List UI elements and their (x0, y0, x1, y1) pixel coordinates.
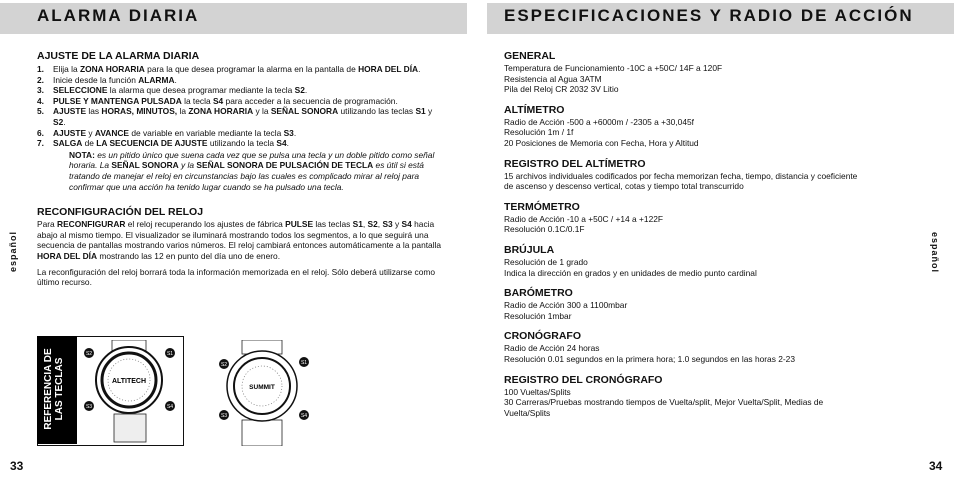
reset-text-segment: el reloj recuperando los ajustes de fábrica (125, 219, 286, 230)
reset-text-segment: y (392, 219, 402, 230)
alarm-note-segment: y la (178, 160, 197, 171)
alarm-step-text-segment: . (418, 64, 421, 74)
alarm-step-text-segment: para acceder a la secuencia de programación. (223, 95, 398, 106)
page-title-left: ALARMA DIARIA (37, 6, 200, 25)
page-number-left: 33 (10, 459, 24, 473)
spec-line: Indica la dirección en grados y en unidades de medio punto cardinal (504, 267, 757, 278)
alarm-step (37, 96, 445, 107)
alarm-step-text-segment: para la que desea programar la alarma en la pantalla de (144, 64, 359, 74)
reset-text-segment: S4 (401, 219, 412, 230)
left-column (37, 50, 445, 288)
alarm-step-text-segment: de (82, 138, 97, 149)
alarm-step-text-segment: AJUSTE (53, 106, 87, 117)
alarm-step-text-segment: AJUSTE (53, 127, 87, 138)
spec-line: Resistencia al Agua 3ATM (504, 73, 602, 84)
reset-text-segment: mostrando las 12 en punto del día uno de enero. (97, 250, 281, 261)
reset-text-segment: las teclas (313, 219, 353, 230)
alarm-step-text-segment: la alarma que desea programar mediante la tecla (107, 85, 295, 96)
watch2-key-s2 (219, 359, 229, 369)
alarm-step (37, 138, 445, 149)
svg-text:S3: S3 (220, 413, 228, 419)
alarm-step (37, 106, 445, 127)
alarm-step-text-segment: S3 (283, 127, 294, 138)
alarm-step-number: 3. (37, 85, 44, 96)
alarm-step-text-segment: utilizando las teclas (338, 106, 416, 117)
alarm-step-text-segment: de variable en variable mediante la tecla (129, 127, 284, 138)
alarm-note-segment: es útil si está tratando de manejar el reloj en circunstancias bajo las cuales es complicado mirar al reloj para confirmar que una acción ha tenido lugar cuando se ha pulsado una tecla. (69, 160, 424, 192)
svg-text:S1: S1 (300, 360, 308, 366)
key-reference-label: REFERENCIA DE LAS TECLAS (43, 348, 65, 430)
spec-line: 20 Posiciones de Memoria con Fecha, Hora y Altitud (504, 137, 699, 148)
watch2-key-s3 (219, 410, 229, 420)
alarm-step-text-segment: . (286, 138, 289, 149)
alarm-step-text-segment: S2 (294, 85, 305, 96)
svg-text:S2: S2 (85, 351, 93, 357)
alarm-step-text-segment: SALGA (53, 138, 83, 149)
page-number-right: 34 (929, 459, 943, 473)
side-label-right: español (930, 232, 940, 274)
spec-line: 15 archivos individuales codificados por fecha memorizan fecha, tiempo, distancia y coeficiente de ascenso y descenso vertical, cotas y tiempo total transcurrido (504, 170, 858, 192)
alarm-step-number: 4. (37, 95, 44, 106)
reset-text-segment: S2 (367, 219, 378, 230)
spec-heading: TERMÓMETRO (504, 200, 580, 213)
alarm-step (37, 128, 445, 139)
alarm-step-text-segment: y (425, 106, 433, 117)
spec-heading: BRÚJULA (504, 243, 555, 256)
summit-watch-illustration (214, 340, 314, 446)
spec-line: Radio de Acción -10 a +50C / +14 a +122F (504, 213, 664, 224)
spec-heading: REGISTRO DEL ALTÍMETRO (504, 157, 646, 170)
spec-heading: ALTÍMETRO (504, 103, 565, 116)
alarm-step-text-segment: . (293, 127, 297, 138)
alarm-note-segment: NOTA: (69, 149, 95, 160)
alarm-step-text-segment: ZONA HORARIA (188, 106, 254, 117)
watch1-brand: ALTITECH (111, 378, 147, 385)
alarm-step-text-segment: . (174, 74, 177, 85)
spec-line: Resolución 1mbar (504, 310, 572, 321)
spec-line: Temperatura de Funcionamiento -10C a +50C/ 14F a 120F (504, 63, 723, 73)
watch2-key-s1 (299, 357, 309, 367)
alarm-step (37, 85, 445, 96)
watch1-key-s1 (165, 348, 175, 358)
reset-text-segment: RECONFIGURAR (57, 219, 126, 230)
reset-heading: RECONFIGURACIÓN DEL RELOJ (37, 206, 204, 219)
spec-heading: GENERAL (504, 50, 556, 62)
watch2-key-s4 (299, 410, 309, 420)
reset-text-segment: , (377, 219, 383, 230)
watch1-key-s2 (84, 348, 94, 358)
alarm-step-text-segment: la (177, 106, 189, 117)
svg-text:S2: S2 (220, 362, 228, 368)
alarm-step-text-segment: ALARMA (138, 74, 175, 85)
altitech-watch-illustration (78, 340, 182, 443)
side-label-left: español (8, 230, 18, 272)
alarm-step-text-segment: . (63, 116, 66, 127)
alarm-step-text-segment: S1 (415, 106, 426, 117)
spec-line: 30 Carreras/Pruebas mostrando tiempos de Vuelta/split, Mejor Vuelta/Split, Medias de Vuelta/Splits (504, 397, 824, 418)
reset-text-segment: S3 (382, 219, 393, 230)
spec-line: Pila del Reloj CR 2032 3V Litio (504, 84, 619, 95)
alarm-step-number: 1. (37, 64, 44, 74)
spec-line: Radio de Acción 300 a 1100mbar (504, 300, 628, 311)
watch2-brand: SUMMIT (249, 384, 275, 391)
alarm-step-text-segment: SEÑAL SONORA (270, 106, 339, 117)
alarm-heading: AJUSTE DE LA ALARMA DIARIA (37, 50, 200, 62)
reset-paragraph-1 (37, 219, 445, 261)
alarm-step-number: 2. (37, 74, 44, 85)
alarm-step-text-segment: SELECCIONE (53, 85, 108, 96)
alarm-step-text-segment: y (86, 127, 95, 138)
alarm-step-text-segment: ZONA HORARIA (80, 64, 145, 74)
watch1-key-s4 (165, 401, 175, 411)
reset-text-segment: hacia abajo al mismo tiempo. El visualizador se iluminará mostrando todos los segmentos, a lo que seguirá una secuencia de pantallas mostrando varios números. El reloj cambiará entonces automáticamente a la pantalla (37, 219, 442, 251)
spec-heading: BARÓMETRO (504, 287, 573, 300)
alarm-step-text-segment: utilizando la tecla (207, 138, 277, 149)
alarm-step-text-segment: S4 (212, 95, 224, 106)
alarm-step-text-segment: S2 (53, 116, 64, 127)
reset-text-segment: PULSE (285, 219, 314, 230)
alarm-note (37, 150, 445, 192)
alarm-note-segment: SEÑAL SONORA DE PULSACIÓN DE TECLA (196, 160, 374, 171)
spec-line: Resolución de 1 grado (504, 256, 588, 267)
alarm-step (37, 75, 445, 86)
spec-line: 100 Vueltas/Splits (504, 386, 571, 397)
alarm-step-number: 6. (37, 127, 44, 138)
alarm-step-text-segment: AVANCE (94, 127, 130, 138)
spec-line: Resolución 0.01 segundos en la primera hora; 1.0 segundos en las horas 2-23 (504, 353, 795, 364)
reset-text-segment: HORA DEL DÍA (37, 250, 98, 261)
spec-heading: CRONÓGRAFO (504, 330, 581, 343)
alarm-step-text-segment: las (86, 106, 102, 117)
alarm-step-text-segment: S4 (276, 138, 287, 149)
alarm-note-segment: SEÑAL SONORA (111, 160, 179, 171)
alarm-step (37, 64, 445, 75)
alarm-step-text-segment: . (304, 85, 308, 96)
alarm-step-text-segment: y la (253, 106, 271, 117)
alarm-note-segment: es un pitido único que suena cada vez que se pulsa una tecla y un doble pitido como señal horaria. La (69, 149, 435, 171)
spec-heading: REGISTRO DEL CRONÓGRAFO (504, 373, 663, 386)
alarm-step-text-segment: HORA DEL DÍA (358, 64, 419, 74)
alarm-steps-list (37, 64, 445, 149)
alarm-step-text-segment: Inicie desde la función (53, 74, 139, 85)
alarm-step-text-segment: la tecla (181, 95, 213, 106)
reset-paragraph-2: La reconfiguración del reloj borrará toda la información memorizada en el reloj. Sólo deberá utilizarse como último recurso. (37, 266, 436, 288)
alarm-step-text-segment: PULSE Y MANTENGA PULSADA (53, 95, 182, 106)
svg-text:S1: S1 (166, 351, 174, 357)
page-title-right: ESPECIFICACIONES Y RADIO DE ACCIÓN (504, 6, 914, 25)
spec-line: Radio de Acción 24 horas (504, 343, 600, 354)
spec-line: Resolución 1m / 1f (504, 127, 574, 138)
svg-text:S4: S4 (300, 413, 308, 419)
alarm-step-text-segment: HORAS, MINUTOS, (101, 106, 178, 117)
alarm-step-text-segment: LA SECUENCIA DE AJUSTE (96, 138, 208, 149)
watch1-key-s3 (84, 401, 94, 411)
alarm-step-number: 7. (37, 138, 44, 149)
reset-text-segment: S1 (352, 219, 363, 230)
svg-text:S4: S4 (166, 404, 174, 410)
spec-line: Resolución 0.1C/0.1F (504, 224, 585, 235)
reset-text-segment: , (362, 219, 368, 230)
spec-line: Radio de Acción -500 a +6000m / -2305 a +30,045f (504, 116, 694, 127)
reset-text-segment: Para (37, 219, 58, 230)
alarm-step-number: 5. (37, 106, 44, 117)
alarm-step-text-segment: Elija la (53, 64, 80, 74)
svg-text:S3: S3 (85, 404, 93, 410)
specifications-column (504, 50, 864, 418)
